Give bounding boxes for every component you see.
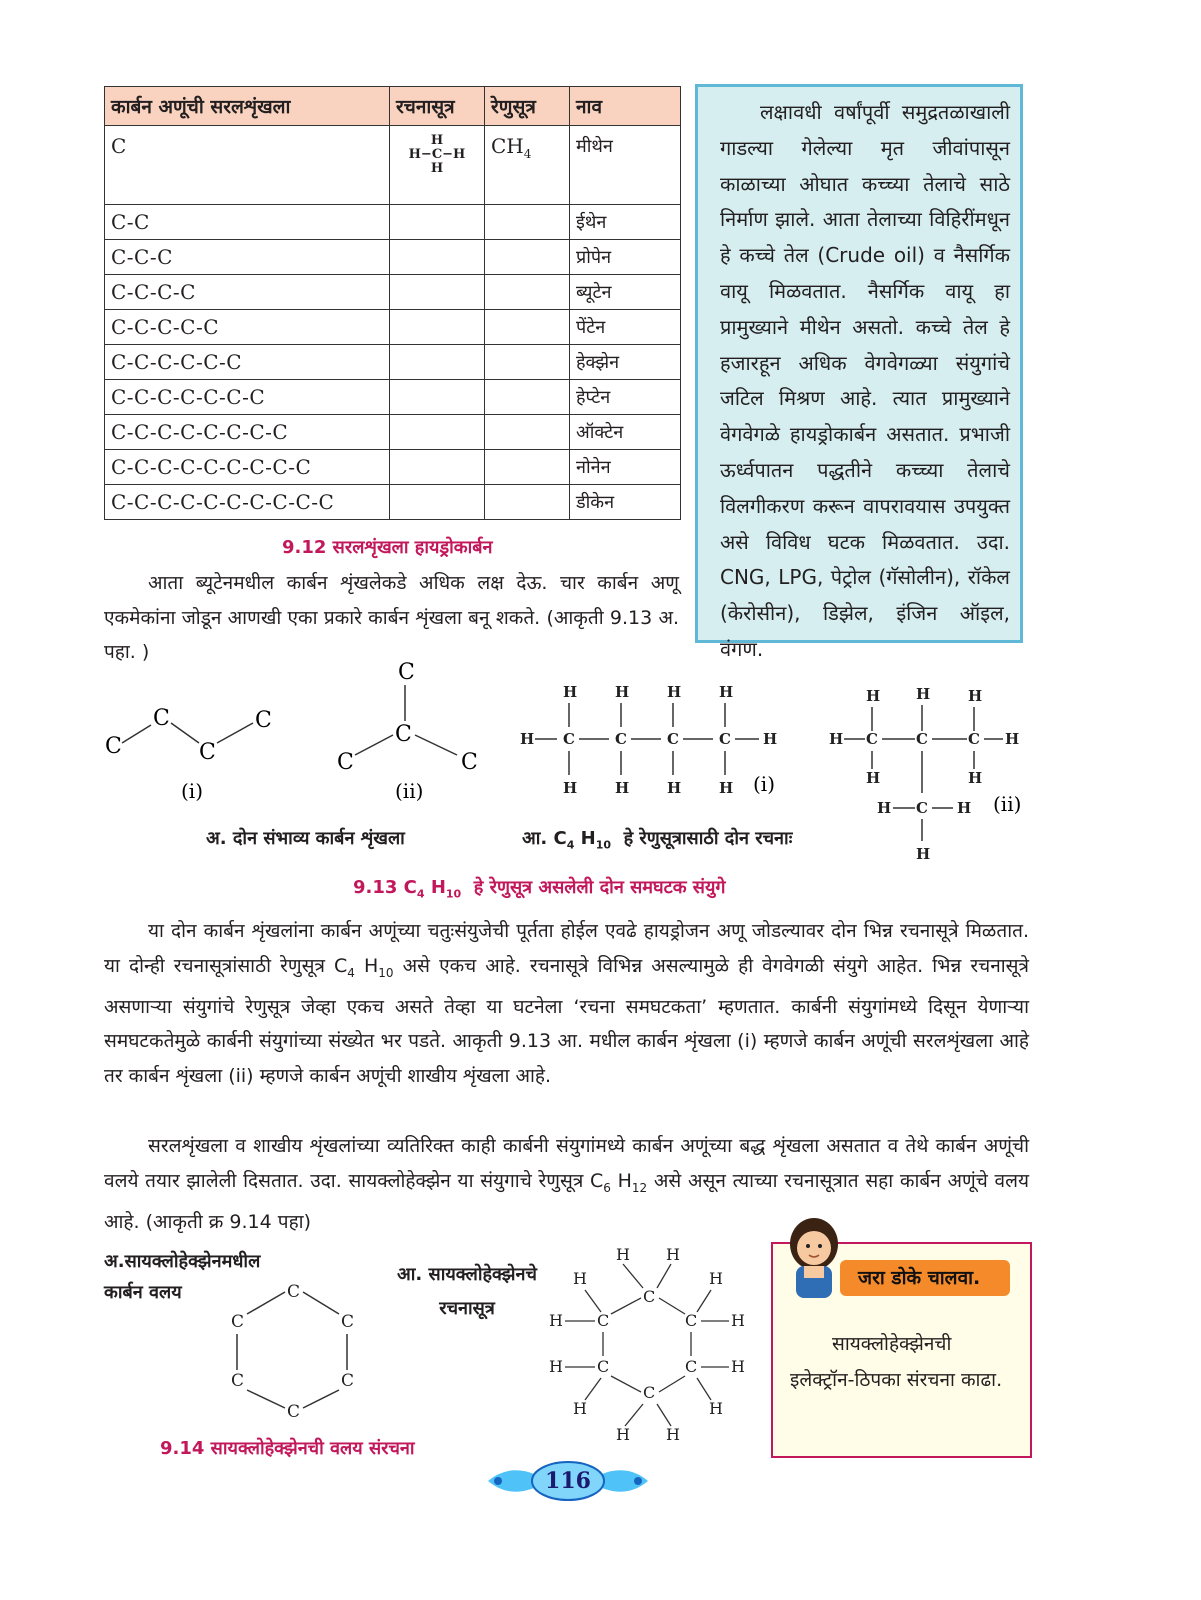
- svg-text:H: H: [1005, 730, 1020, 748]
- svg-text:C: C: [719, 730, 731, 748]
- svg-text:H: H: [719, 779, 734, 797]
- svg-text:H: H: [666, 1425, 680, 1444]
- svg-text:C: C: [398, 660, 415, 685]
- formula-cell: [485, 380, 570, 415]
- formula-cell: $CH_4$: [485, 126, 570, 205]
- svg-text:H: H: [615, 779, 630, 797]
- svg-text:C: C: [615, 730, 627, 748]
- svg-text:C: C: [231, 1371, 245, 1391]
- label-ii-right: (ii): [993, 792, 1022, 816]
- svg-text:C: C: [255, 708, 272, 733]
- fig-9-14-label-b: आ. सायक्लोहेक्झेनचे रचनासूत्र: [397, 1264, 537, 1319]
- svg-text:H: H: [520, 730, 535, 748]
- fig-9-13-label-a: अ. दोन संभाव्य कार्बन शृंखला: [206, 828, 405, 849]
- name-cell: हेक्झेन: [570, 345, 681, 380]
- svg-text:H: H: [763, 730, 778, 748]
- carbon-chain-table: [104, 86, 681, 520]
- svg-text:H: H: [916, 685, 931, 703]
- svg-text:H: H: [709, 1399, 723, 1418]
- svg-text:H: H: [549, 1357, 563, 1376]
- chain-cell: C-C-C-C-C: [105, 310, 390, 345]
- table-row: [105, 485, 681, 520]
- svg-text:C: C: [916, 730, 928, 748]
- info-box-text: लक्षावधी वर्षांपूर्वी समुद्रतळाखाली गाडल्या गेलेल्या मृत जीवांपासून काळाच्या ओघात कच्च्या तेलाचे साठे निर्माण झाले. आता तेलाच्या विहिरींमधून हे कच्चे तेल (Crude oil) व नैसर्गिक वायू मिळवतात. नैसर्गिक वायू हा प्रामुख्याने मीथेन असतो. कच्चे तेल हे हजारहून अधिक वेगवेगळ्या संयुगांचे जटिल मिश्रण आहे. त्यात प्रामुख्याने वेगवेगळे हायड्रोकार्बन असतात. प्रभाजी ऊर्ध्वपातन पद्धतीने कच्च्या तेलाचे विलगीकरण करून वापरावयास उपयुक्त असे विविध घटक मिळवतात. उदा. CNG, LPG, पेट्रोल (गॅसोलीन), रॉकेल (केरोसीन), डिझेल, इंजिन ऑइल, वंगण.: [720, 100, 1010, 661]
- label-ii-left: (ii): [395, 779, 424, 803]
- paragraph-intro: आता ब्यूटेनमधील कार्बन शृंखलेकडे अधिक लक्ष देऊ. चार कार्बन अणू एकमेकांना जोडून आणखी एका प्रकारे कार्बन शृंखला बनू शकते. (आकृती 9.13 अ. पहा. ): [104, 572, 679, 663]
- formula-cell: [485, 415, 570, 450]
- svg-text:H: H: [968, 687, 983, 705]
- figure-9-14-drawings: [215, 1240, 755, 1445]
- name-cell: हेप्टेन: [570, 380, 681, 415]
- svg-text:C: C: [461, 750, 478, 775]
- name-cell: पेंटेन: [570, 310, 681, 345]
- name-cell: प्रोपेन: [570, 240, 681, 275]
- figure-caption-9-13: 9.13 $C_4$ $H_{10}$ हे रेणुसूत्र असलेली दोन समघटक संयुगे: [353, 877, 726, 901]
- structure-cell: [390, 450, 485, 485]
- formula-cell: [485, 205, 570, 240]
- svg-text:H: H: [667, 779, 682, 797]
- svg-text:C: C: [341, 1371, 355, 1391]
- formula-cell: [485, 275, 570, 310]
- table-row: [105, 345, 681, 380]
- svg-text:C: C: [685, 1357, 698, 1376]
- cyclohexane-carbon-ring: [231, 1282, 354, 1422]
- formula-cell: [485, 450, 570, 485]
- chain-cell: C-C: [105, 205, 390, 240]
- chain-cell: C-C-C-C-C-C-C: [105, 380, 390, 415]
- name-cell: डीकेन: [570, 485, 681, 520]
- structure-cell: [390, 275, 485, 310]
- name-cell: नोनेन: [570, 450, 681, 485]
- svg-text:H: H: [731, 1311, 745, 1330]
- page-number: 116: [545, 1468, 591, 1494]
- chain-i-skeleton: [105, 706, 272, 765]
- label-i-right: (i): [753, 772, 776, 796]
- svg-text:H: H: [666, 1245, 680, 1264]
- crude-oil-info-box: [695, 84, 1023, 661]
- name-cell: ब्यूटेन: [570, 275, 681, 310]
- table-row: [105, 126, 681, 205]
- svg-text:H: H: [916, 845, 931, 863]
- svg-text:C: C: [287, 1282, 301, 1302]
- svg-text:C: C: [685, 1311, 698, 1330]
- svg-text:H: H: [866, 769, 881, 787]
- chain-cell: C-C-C-C-C-C-C-C: [105, 415, 390, 450]
- fig-9-13-label-b: आ. $C_4$ $H_{10}$ हे रेणुसूत्रासाठी दोन रचनाः: [522, 828, 793, 852]
- svg-text:C: C: [153, 706, 170, 731]
- table-row: [105, 205, 681, 240]
- name-cell: ईथेन: [570, 205, 681, 240]
- structure-cell: [390, 345, 485, 380]
- think-box-title: जरा डोके चालवा.: [840, 1260, 1010, 1296]
- svg-text:H: H: [957, 799, 972, 817]
- chain-ii-skeleton: [337, 660, 478, 775]
- table-row: [105, 275, 681, 310]
- name-cell: मीथेन: [570, 126, 681, 205]
- svg-text:H: H: [709, 1269, 723, 1288]
- cyclohexane-structure: [549, 1245, 745, 1444]
- formula-cell: [485, 345, 570, 380]
- chain-cell: C-C-C: [105, 240, 390, 275]
- svg-text:C: C: [916, 799, 928, 817]
- svg-text:H: H: [616, 1425, 630, 1444]
- svg-text:C: C: [105, 734, 122, 759]
- svg-text:C: C: [231, 1312, 245, 1332]
- svg-text:C: C: [643, 1287, 656, 1306]
- svg-text:C: C: [395, 722, 412, 747]
- structure-cell: [390, 380, 485, 415]
- table-row: [105, 310, 681, 345]
- svg-text:H: H: [719, 683, 734, 701]
- butane-structure: [520, 683, 777, 797]
- svg-text:H: H: [573, 1269, 587, 1288]
- formula-cell: [485, 485, 570, 520]
- paragraph-isomerism: या दोन कार्बन शृंखलांना कार्बन अणूंच्या चतुःसंयुजेची पूर्तता होईल एवढे हायड्रोजन अणू जोडल्यावर दोन भिन्न रचनासूत्रे मिळतात. या दोन्ही रचनासूत्रांसाठी रेणुसूत्र $C_4$ $H_{10}$ असे एकच आहे. रचनासूत्रे विभिन्न असल्यामुळे ही वेगवेगळी संयुगे आहेत. भिन्न रचनासूत्रे असणाऱ्या संयुगांचे रेणुसूत्र जेव्हा एकच असते तेव्हा या घटनेला ‘रचना समघटकता’ म्हणतात. कार्बनी संयुगांमध्ये दिसून येणाऱ्या समघटकतेमुळे कार्बनी संयुगांच्या संख्येत भर पडते. आकृती 9.13 आ. मधील कार्बन शृंखला (i) म्हणजे कार्बन अणूंची सरलशृंखला आहे तर कार्बन शृंखला (ii) म्हणजे कार्बन अणूंची शाखीय शृंखला आहे.: [104, 920, 1030, 1087]
- svg-text:H: H: [731, 1357, 745, 1376]
- table-row: [105, 415, 681, 450]
- chain-cell: C: [105, 126, 390, 205]
- svg-text:C: C: [597, 1357, 610, 1376]
- table-header-row: [105, 87, 681, 126]
- label-i-left: (i): [181, 779, 204, 803]
- svg-text:H: H: [667, 683, 682, 701]
- svg-text:H: H: [616, 1245, 630, 1264]
- svg-text:H: H: [573, 1399, 587, 1418]
- structure-cell: [390, 415, 485, 450]
- table-row: [105, 450, 681, 485]
- structure-cell: [390, 485, 485, 520]
- svg-text:C: C: [287, 1402, 301, 1422]
- chain-cell: C-C-C-C: [105, 275, 390, 310]
- paragraph-ring-chains: सरलशृंखला व शाखीय शृंखलांच्या व्यतिरिक्त काही कार्बनी संयुगांमध्ये कार्बन अणूंच्या बद्ध शृंखला असतात व तेथे कार्बन अणूंची वलये तयार झालेली दिसतात. उदा. सायक्लोहेक्झेन या संयुगाचे रेणुसूत्र $C_6$ $H_{12}$ असे असून त्याच्या रचनासूत्रात सहा कार्बन अणूंचे वलय आहे. (आकृती क्र 9.14 पहा): [104, 1135, 1029, 1233]
- svg-text:C: C: [968, 730, 980, 748]
- structure-cell: [390, 240, 485, 275]
- svg-text:H: H: [549, 1311, 563, 1330]
- svg-text:C: C: [199, 740, 216, 765]
- structure-cell: [390, 126, 485, 205]
- svg-text:C: C: [643, 1383, 656, 1402]
- name-cell: ऑक्टेन: [570, 415, 681, 450]
- col-header-formula: रेणुसूत्र: [485, 87, 570, 126]
- svg-text:H: H: [829, 730, 844, 748]
- chain-cell: C-C-C-C-C-C-C-C-C: [105, 450, 390, 485]
- svg-text:H: H: [563, 683, 578, 701]
- structure-cell: [390, 310, 485, 345]
- svg-text:C: C: [597, 1311, 610, 1330]
- figure-caption-9-12: 9.12 सरलशृंखला हायड्रोकार्बन: [282, 537, 493, 558]
- isobutane-structure: [829, 685, 1022, 863]
- think-box-text: सायक्लोहेक्झेनची इलेक्ट्रॉन-ठिपका संरचना काढा.: [790, 1333, 1003, 1391]
- formula-cell: [485, 240, 570, 275]
- col-header-structure: रचनासूत्र: [390, 87, 485, 126]
- structure-cell: [390, 205, 485, 240]
- formula-cell: [485, 310, 570, 345]
- svg-text:C: C: [337, 750, 354, 775]
- fig-9-14-label-a: अ.सायक्लोहेक्झेनमधील कार्बन वलय: [104, 1251, 261, 1303]
- svg-text:H: H: [866, 687, 881, 705]
- figure-caption-9-14: 9.14 सायक्लोहेक्झेनची वलय संरचना: [160, 1438, 415, 1459]
- svg-text:H: H: [968, 769, 983, 787]
- svg-text:C: C: [667, 730, 679, 748]
- table-row: [105, 240, 681, 275]
- svg-text:C: C: [341, 1312, 355, 1332]
- svg-text:H: H: [615, 683, 630, 701]
- col-header-name: नाव: [570, 87, 681, 126]
- col-header-chain: कार्बन अणूंची सरलशृंखला: [105, 87, 390, 126]
- svg-text:H: H: [563, 779, 578, 797]
- svg-text:C: C: [866, 730, 878, 748]
- chain-cell: C-C-C-C-C-C: [105, 345, 390, 380]
- svg-text:C: C: [563, 730, 575, 748]
- table-row: [105, 380, 681, 415]
- chain-cell: C-C-C-C-C-C-C-C-C-C: [105, 485, 390, 520]
- methane-structure: H H−C−H H: [408, 133, 466, 176]
- svg-text:H: H: [877, 799, 892, 817]
